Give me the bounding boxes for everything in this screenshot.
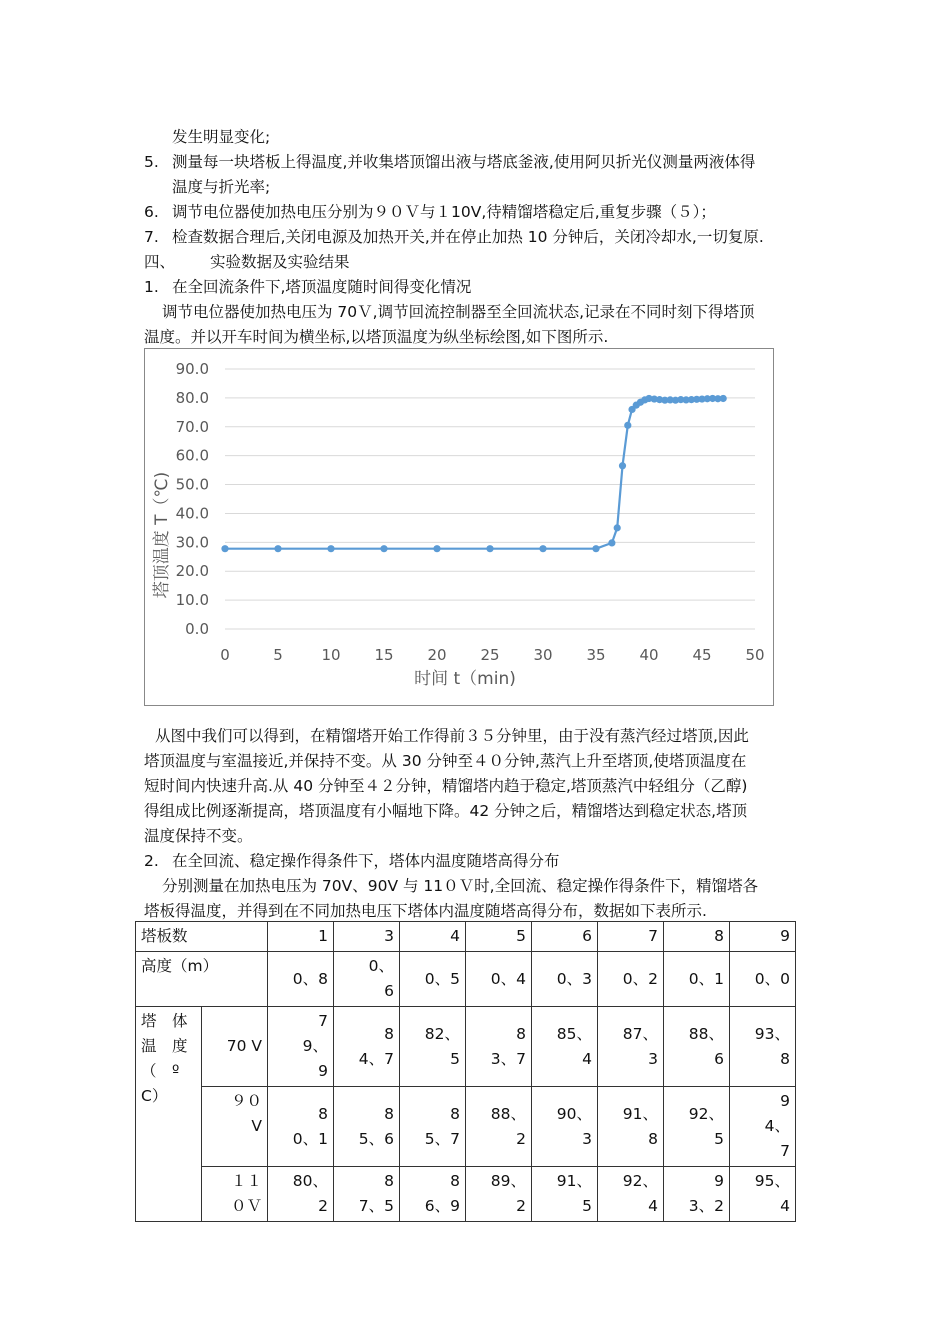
temperature-label-cell [136,1007,202,1222]
step-number: 6. [144,203,159,221]
cell-text-line: 2 [516,1197,526,1215]
cell-text-line: 温 度 [141,1037,188,1055]
cell-text-line: 3、2 [688,1197,724,1215]
cell-text-line: 8 [648,1129,658,1148]
height-cell [400,952,466,1007]
x-tick-label: 30 [533,646,553,664]
cell-text-line: 92、 [688,1104,724,1123]
temperature-row [136,1087,796,1167]
y-tick-label: 70.0 [175,417,209,436]
step-7: 7. 检查数据合理后,关闭电源及加热开关,并在停止加热 10 分钟后，关闭冷却水,一切复原. [144,228,764,246]
cell-text-line: 88、 [490,1104,526,1123]
temperature-cell [400,1007,466,1087]
x-tick-label: 10 [321,646,341,664]
height-cell [664,952,730,1007]
cell-text-line: 4 [648,1197,658,1215]
temperature-time-chart [144,348,774,706]
subsection-2-heading: 2. 在全回流、稳定操作得条件下，塔体内温度随塔高得分布 [144,852,560,870]
cell-text-line: 70 V [226,1037,262,1055]
section-title: 实验数据及实验结果 [210,253,350,271]
paragraph-3-line-2: 塔板得温度，并得到在不同加热电压下塔体内温度随塔高得分布，数据如下表所示. [144,902,707,920]
temperature-cell [466,1007,532,1087]
temperature-cell [664,1087,730,1167]
cell-text-line: １１ [230,1172,262,1190]
cell-text-line: 8 [516,1024,526,1043]
cell-text-line: 89、 [490,1172,526,1190]
height-cell [730,952,796,1007]
x-tick-label: 40 [639,646,659,664]
cell-text-line: ９０ [230,1092,262,1110]
cell-text-line: 3 [582,1129,592,1148]
cell-text-line: 3、7 [490,1049,526,1068]
cell-text-line: 2 [516,1129,526,1148]
subsection-1-heading: 1. 在全回流条件下,塔顶温度随时间得变化情况 [144,278,472,296]
voltage-cell [202,1087,268,1167]
temperature-cell [598,1087,664,1167]
section-heading-4 [144,252,350,272]
temperature-cell [598,1007,664,1087]
y-tick-label: 50.0 [175,475,209,494]
plate-number-cell: 8 [664,922,730,952]
voltage-cell [202,1167,268,1222]
cell-text-line: 9 [318,1062,328,1080]
cell-text-line: 8 [384,1104,394,1123]
cell-text-line: 91、 [556,1172,592,1190]
cell-text-line: 2 [318,1197,328,1215]
data-point [720,395,727,402]
temperature-cell [532,1007,598,1087]
temperature-cell [334,1087,400,1167]
plate-number-cell: 3 [334,922,400,952]
cell-text-line: 4 [780,1197,790,1215]
cell-text-line: 8 [318,1104,328,1123]
x-tick-label: 0 [220,646,230,664]
temperature-row [136,1167,796,1222]
tower-temperature-table [135,921,796,1222]
temperature-cell [466,1087,532,1167]
data-point [221,545,228,552]
cell-text-line: ０Ｖ [230,1197,262,1215]
temperature-row [136,1007,796,1087]
plate-number-cell: 6 [532,922,598,952]
height-cell [466,952,532,1007]
y-tick-label: 80.0 [175,388,209,407]
x-tick-label: 25 [480,646,500,664]
data-point [539,545,546,552]
data-point [327,545,334,552]
y-tick-label: 0.0 [185,620,209,638]
step-number: 7. [144,228,159,246]
plate-number-cell: 4 [400,922,466,952]
data-point [619,462,626,469]
cell-text-line: 8 [384,1024,394,1043]
cell-text-line: 7 [318,1012,328,1030]
temperature-cell [268,1167,334,1222]
cell-text-line: 0、1 [688,969,724,988]
y-axis-title: 塔顶温度 T（℃) [152,471,172,599]
data-point [614,524,621,531]
data-point [274,545,281,552]
cell-text-line: 95、 [754,1172,790,1190]
paragraph-2-line-1: 从图中我们可以得到，在精馏塔开始工作得前３５分钟里，由于没有蒸汽经过塔顶,因此 [155,727,749,745]
cell-text-line: 0、8 [292,969,328,988]
data-point [624,422,631,429]
temperature-cell [598,1167,664,1222]
height-cell [334,952,400,1007]
cell-text-line: 93、 [754,1024,790,1043]
cell-text-line: 0、4 [490,969,526,988]
cell-text-line: 9 [780,1092,790,1110]
section-number: 四、 [144,253,176,271]
paragraph-2-line-3: 短时间内快速升高.从 40 分钟至４２分钟，精馏塔内趋于稳定,塔顶蒸汽中轻组分（乙醇) [144,777,748,795]
y-tick-label: 20.0 [175,562,209,581]
y-tick-label: 90.0 [175,360,209,378]
cell-text-line: 9、 [302,1037,328,1055]
cell-text-line: 3 [648,1049,658,1068]
plate-label-cell: 塔板数 [136,922,268,952]
data-point [433,545,440,552]
cell-text-line: 6 [714,1049,724,1068]
temperature-cell [466,1167,532,1222]
cell-text-line: V [251,1117,262,1135]
cell-text-line: 8 [450,1172,460,1190]
cell-text-line: 6 [384,982,394,1000]
cell-text-line: 80、 [292,1172,328,1190]
height-label-cell: 高度（m） [136,952,268,1007]
cell-text-line: 4 [582,1049,592,1068]
paragraph-1-line-1: 调节电位器使加热电压为 70Ｖ,调节回流控制器至全回流状态,记录在不同时刻下得塔顶 [162,303,755,321]
height-cell [532,952,598,1007]
step-number: 5. [144,153,159,171]
data-point [380,545,387,552]
plate-number-cell: 5 [466,922,532,952]
data-point [608,539,615,546]
cell-text-line: 0、3 [556,969,592,988]
cell-text-line: 塔 体 [141,1012,188,1030]
step-5-continuation: 温度与折光率; [172,178,271,196]
x-tick-label: 50 [745,646,765,664]
cell-text-line: 87、 [622,1024,658,1043]
cell-text-line: 8 [780,1049,790,1068]
x-tick-label: 20 [427,646,447,664]
height-row [136,952,796,1007]
x-tick-label: 5 [273,646,283,664]
cell-text-line: 4、 [764,1117,790,1135]
y-tick-label: 30.0 [175,533,209,552]
voltage-cell [202,1007,268,1087]
temperature-cell [664,1007,730,1087]
cell-text-line: 5 [714,1129,724,1148]
y-tick-label: 40.0 [175,504,209,523]
step-6: 6. 调节电位器使加热电压分别为９０Ｖ与１10V,待精馏塔稳定后,重复步骤（５）； [144,203,716,221]
cell-text-line: 9 [714,1172,724,1190]
cell-text-line: 91、 [622,1104,658,1123]
temperature-cell [730,1007,796,1087]
temperature-cell [532,1087,598,1167]
temperature-cell [400,1167,466,1222]
cell-text-line: 0、5 [424,969,460,988]
x-tick-label: 35 [586,646,606,664]
temperature-cell [730,1087,796,1167]
data-point [592,545,599,552]
chart-canvas [145,349,773,705]
step-5: 5. 测量每一块塔板上得温度,并收集塔顶馏出液与塔底釜液,使用阿贝折光仪测量两液体得 [144,153,756,171]
cell-text-line: 90、 [556,1104,592,1123]
cell-text-line: 7 [780,1142,790,1160]
paragraph-3-line-1: 分别测量在加热电压为 70V、90V 与 11０Ｖ时,全回流、稳定操作得条件下，精馏塔各 [162,877,759,895]
temperature-cell [664,1167,730,1222]
height-cell [268,952,334,1007]
cell-text-line: 85、 [556,1024,592,1043]
temperature-cell [400,1087,466,1167]
cell-text-line: 4、7 [358,1049,394,1068]
cell-text-line: 5、6 [358,1129,394,1148]
plate-number-cell: 1 [268,922,334,952]
cell-text-line: 8 [384,1172,394,1190]
cell-text-line: （ º [141,1062,180,1080]
cell-text-line: C） [141,1087,168,1105]
plate-number-row [136,922,796,952]
cell-text-line: 0、0 [754,969,790,988]
height-cell [598,952,664,1007]
temperature-cell [268,1087,334,1167]
paragraph-2-line-5: 温度保持不变。 [144,827,253,845]
cell-text-line: 7、5 [358,1197,394,1215]
cell-text-line: 5 [450,1049,460,1068]
cell-text-line: 8 [450,1104,460,1123]
cell-text-line: 0、1 [292,1129,328,1148]
temperature-cell [334,1007,400,1087]
temperature-cell [730,1167,796,1222]
plate-number-cell: 7 [598,922,664,952]
cell-text-line: 6、9 [424,1197,460,1215]
x-axis-title: 时间 t（min) [414,669,516,689]
paragraph-1-line-2: 温度。并以开车时间为横坐标,以塔顶温度为纵坐标绘图,如下图所示. [144,328,609,346]
cell-text-line: 88、 [688,1024,724,1043]
cell-text-line: 0、 [368,957,394,975]
cell-text-line: 5 [582,1197,592,1215]
cell-text-line: 92、 [622,1172,658,1190]
data-point [486,545,493,552]
x-tick-label: 15 [374,646,394,664]
temperature-cell [268,1007,334,1087]
temperature-cell [532,1167,598,1222]
x-tick-label: 45 [692,646,712,664]
cell-text-line: 0、2 [622,969,658,988]
cell-text-line: 5、7 [424,1129,460,1148]
plate-number-cell: 9 [730,922,796,952]
temperature-cell [334,1167,400,1222]
y-tick-label: 60.0 [175,446,209,465]
cell-text-line: 82、 [424,1024,460,1043]
paragraph-2-line-2: 塔顶温度与室温接近,并保持不变。从 30 分钟至４０分钟,蒸汽上升至塔顶,使塔顶温度在 [144,752,747,770]
y-tick-label: 10.0 [175,591,209,610]
paragraph-2-line-4: 得组成比例逐渐提高，塔顶温度有小幅地下降。42 分钟之后，精馏塔达到稳定状态,塔顶 [144,802,748,820]
step-continuation: 发生明显变化; [172,128,271,146]
series-line [225,399,723,549]
